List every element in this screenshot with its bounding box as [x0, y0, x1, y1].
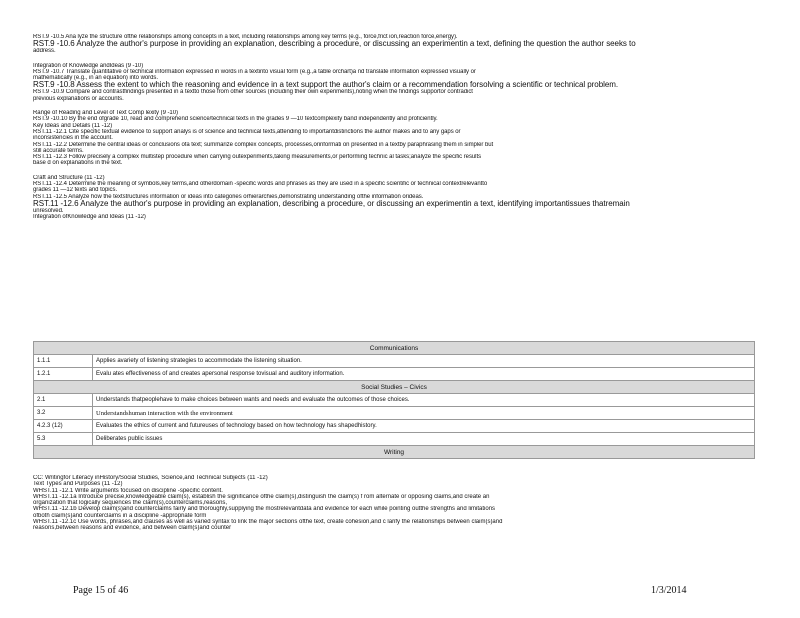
standard-line: RST.11 -12.3 Follow precisely a complex multistep procedure when carrying outexperiments,taking measurements,or performing technic al tasks;analyze the specific results: [33, 154, 482, 161]
standard-line: mathematically (e.g., in an equation) into words.: [33, 75, 158, 82]
standard-description: Understands thatpeoplehave to make choices between wants and needs and evaluate the outcomes of those choices.: [93, 394, 755, 407]
standard-line: RST.9 -10.8 Assess the extent to which the reasoning and evidence in a text support the author's claim or a recommendation forsolving a scientific or technical problem.: [33, 81, 619, 90]
standards-text-block: [33, 34, 755, 221]
writing-line: WHST.11 -12.1b Develop claim(s)and counterclaims fairly and thoroughly,supplying the mostrelevantdata and evidence for each while pointing outthe strengths and limitations: [33, 506, 496, 513]
page-number: Page 15 of 46: [73, 585, 129, 596]
standard-code: 2.1: [34, 394, 93, 407]
standard-line: Key Ideas and Details (11 -12): [33, 122, 113, 129]
standard-line: base d on explanations in the text.: [33, 160, 123, 167]
standard-line: grades 11 —12 texts and topics.: [33, 187, 118, 194]
standard-description: Applies avariety of listening strategies to accommodate the listening situation.: [93, 355, 755, 368]
standard-line: unresolved.: [33, 207, 64, 214]
standards-table: [33, 341, 755, 459]
standard-line: previous explanations or accounts.: [33, 95, 124, 102]
table-row: [34, 355, 755, 368]
standard-line: RST.11 -12.4 Determine the meaning of symbols,key terms,and otherdomain -specific words and phrases as they are used in a specific scientific or technical contextrelevantto: [33, 181, 488, 188]
writing-standards-block: [33, 475, 755, 532]
standard-code: 5.3: [34, 433, 93, 446]
standard-line: RST.9 -10.9 Compare and contrastfindings presented in a textto those from other sources (including their own experiments),noting when the findings supportor contradict: [33, 89, 473, 96]
footer-date: 1/3/2014: [651, 585, 687, 596]
standard-description: Deliberates public issues: [93, 433, 755, 446]
writing-line: ofboth claim(s)and counterclaims in a discipline -appropriate form: [33, 512, 207, 519]
table-row: [34, 368, 755, 381]
standard-line: RST.9 -10.10 By the end ofgrade 10, read and comprehend science/technical texts in the grades 9 —10 textcomplexity band independently and proficiently.: [33, 116, 438, 123]
standard-description: Evaluates the ethics of current and futureuses of technology based on how technology has shapedhistory.: [93, 420, 755, 433]
standard-line: RST.11 -12.2 Determine the central ideas or conclusions ofa text; summarize complex concepts, processes,orinformati on presented in a textby paraphrasing them in simpler but: [33, 141, 494, 148]
writing-line: reasons,between reasons and evidence, and between claim(s)and counter: [33, 525, 232, 532]
writing-line: Text Types and Purposes (11 -12): [33, 481, 123, 488]
standard-line: RST.9 -10.5 Ana lyze the structure ofthe relationships among concepts in a text, including relationships among key terms (e.g., force,frict ion,reaction force,energy).: [33, 34, 458, 40]
table-row: [34, 394, 755, 407]
standard-description: Understandshuman interaction with the environment: [93, 407, 755, 420]
table-row: [34, 420, 755, 433]
standard-line: RST.9 -10.6 Analyze the author's purpose in providing an explanation, describing a procedure, or discussing an experimentin a text, defining the question the author seeks to: [33, 40, 636, 49]
standard-line: Craft and Structure (11 -12): [33, 174, 105, 181]
table-row: [34, 407, 755, 420]
standard-line: RST.11 -12.6 Analyze the author's purpose in providing an explanation, describing a procedure, or discussing an experimentin a text, identifying importantissues thatremain: [33, 199, 630, 208]
standard-line: RST.11 -12.1 Cite specific textual evidence to support analys is of science and technical texts,attending to importantdistinctions the author makes and to any gaps or: [33, 128, 461, 135]
standard-line: still accurate terms.: [33, 147, 84, 154]
section-header-row: [34, 342, 755, 355]
section-header: Writing: [34, 446, 755, 459]
writing-line: organization that logically sequences the claim(s),counterclaims,reasons,: [33, 500, 228, 507]
standard-line: Integration ofKnowledge and Ideas (11 -12): [33, 214, 146, 221]
section-header: Social Studies – Civics: [34, 381, 755, 394]
section-header-row: [34, 446, 755, 459]
standard-description: Evalu ates effectiveness of and creates apersonal response tovisual and auditory information.: [93, 368, 755, 381]
section-header-row: [34, 381, 755, 394]
writing-line: WHST.11 -12.1 Write arguments focused on discipline -specific content.: [33, 487, 223, 494]
writing-line: WHST.11 -12.1c Use words, phrases,and clauses as well as varied syntax to link the major sections ofthe text, create cohesion,and c larify the relationships between claim(s)and: [33, 519, 503, 526]
standard-code: 4.2.3 (12): [34, 420, 93, 433]
standard-line: Integration of Knowledge andIdeas (9 -10): [33, 62, 144, 69]
writing-line: WHST.11 -12.1a Introduce precise,knowledgeable claim(s), establish the significance ofthe claim(s),distinguish the claim(s) f rom alternate or opposing claims,and create an: [33, 493, 490, 500]
standard-code: 1.1.1: [34, 355, 93, 368]
table-row: [34, 433, 755, 446]
standard-line: address.: [33, 48, 56, 55]
standard-line: inconsistencies in the account.: [33, 135, 113, 142]
section-header: Communications: [34, 342, 755, 355]
standard-line: RST.9 -10.7 Translate quantitative or technical information expressed in words in a textinto visual form (e.g.,a table orchart)a nd translate information expressed visually or: [33, 68, 476, 75]
writing-line: CC: Writingfor Literacy inHistory/Social Studies, Science,and Technical Subjects (11 -12): [33, 475, 268, 481]
standard-line: RST.11 -12.5 Analyze how the textstructures information or ideas into categories orhierarchies,demonstrating understanding ofthe information orideas.: [33, 193, 424, 200]
standard-line: Range of Reading and Level of Text Comp lexity (9 -10): [33, 110, 178, 117]
standard-code: 1.2.1: [34, 368, 93, 381]
standard-code: 3.2: [34, 407, 93, 420]
